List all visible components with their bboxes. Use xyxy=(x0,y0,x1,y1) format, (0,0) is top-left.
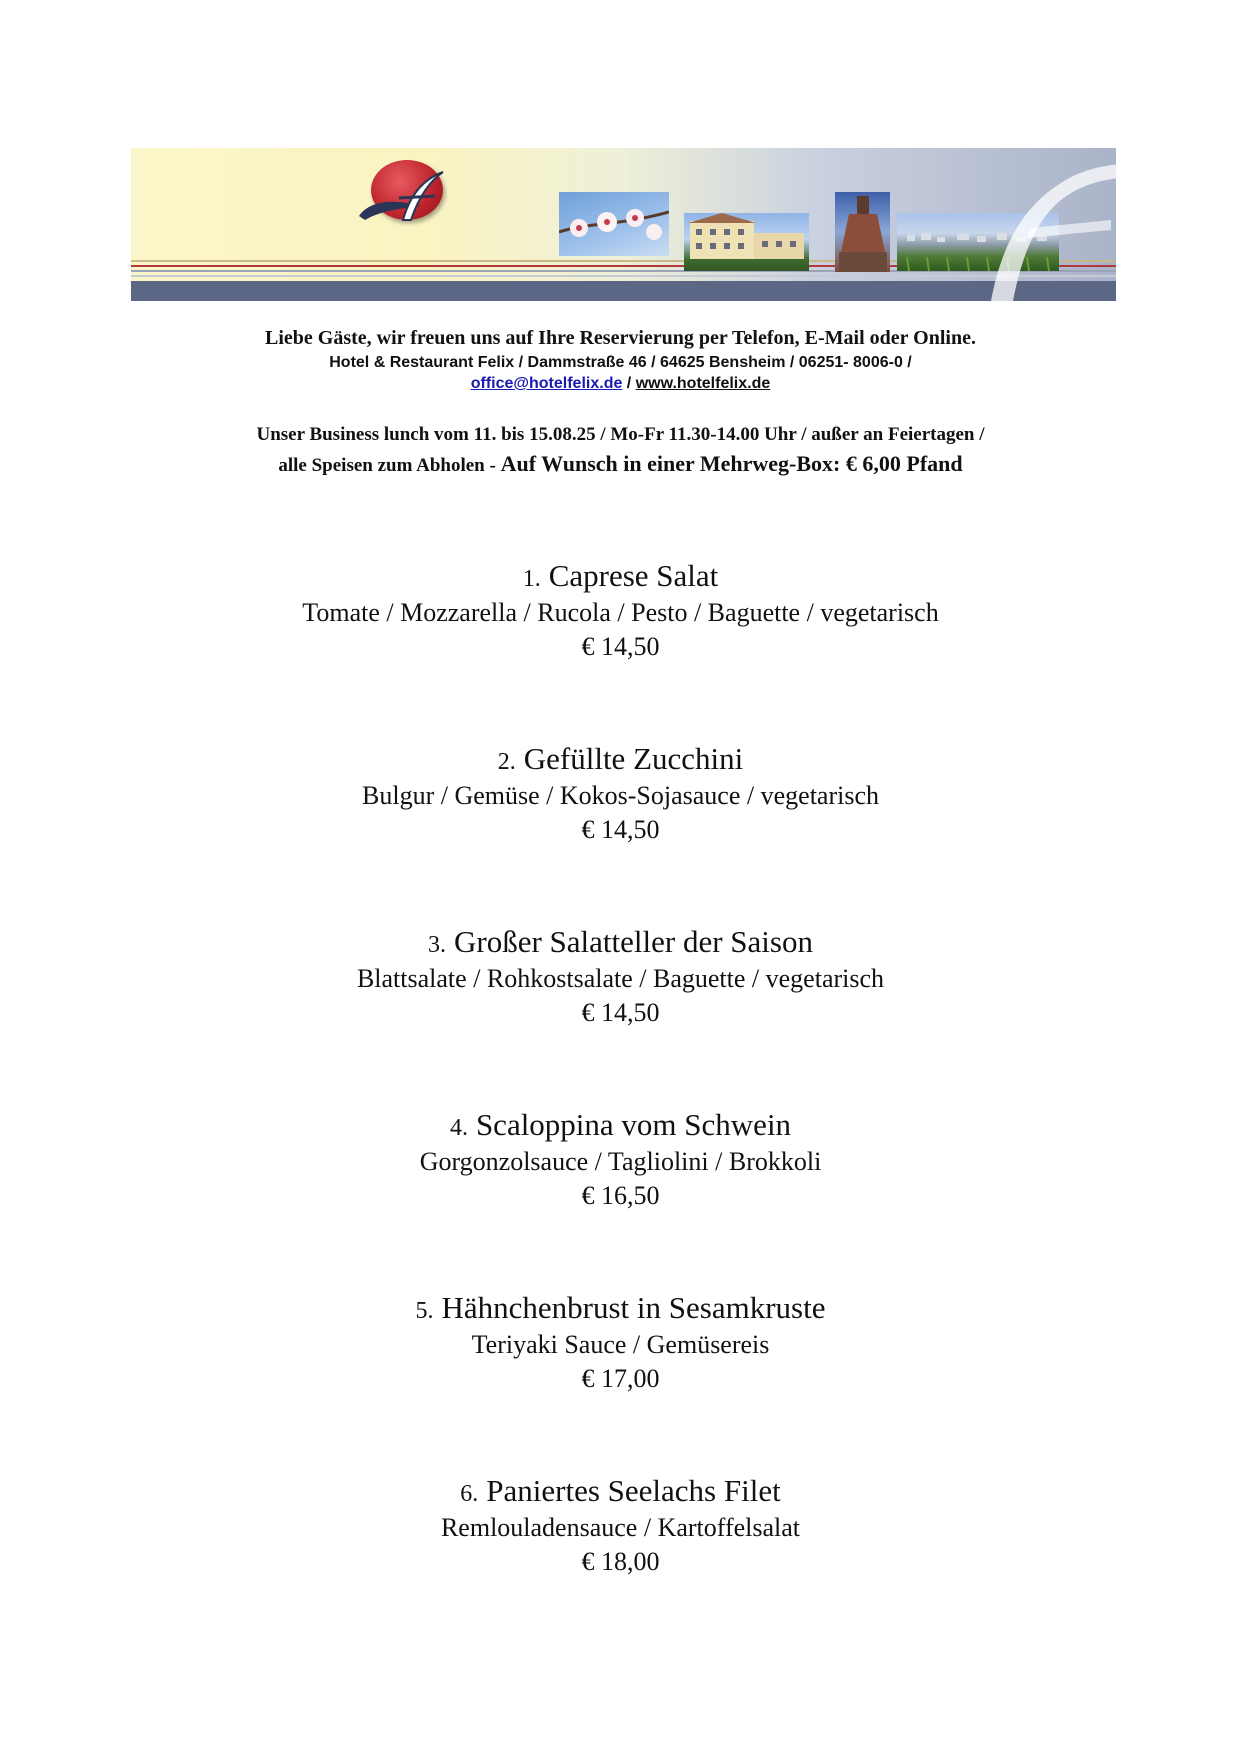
dish-price: € 18,00 xyxy=(581,1547,660,1576)
dish-title xyxy=(0,1290,1241,1329)
dish-name: Großer Salatteller der Saison xyxy=(454,924,813,959)
intro-text: Liebe Gäste, wir freuen uns auf Ihre Reservierung per Telefon, E-Mail oder Online. xyxy=(265,327,976,349)
hotel-photo xyxy=(684,213,809,271)
menu-item xyxy=(0,558,1241,663)
dish-price: € 14,50 xyxy=(581,998,660,1027)
contact-line xyxy=(0,375,1241,393)
website-link[interactable]: www.hotelfelix.de xyxy=(635,375,771,392)
dish-name: Scaloppina vom Schwein xyxy=(475,1107,792,1142)
dish-price: € 14,50 xyxy=(581,632,660,661)
menu-item xyxy=(0,741,1241,846)
reusable-box-text: Auf Wunsch in einer Mehrweg-Box: € 6,00 Pfand xyxy=(500,451,963,476)
contact-separator: / xyxy=(622,375,636,392)
email-link[interactable]: office@hotelfelix.de xyxy=(470,375,623,392)
dish-number: 6. xyxy=(460,1481,479,1507)
dish-title xyxy=(0,924,1241,963)
dish-name: Gefüllte Zucchini xyxy=(523,741,744,776)
blossom-photo xyxy=(559,192,669,256)
dish-number: 3. xyxy=(428,932,447,958)
lunch-info-line-2 xyxy=(0,451,1241,477)
dish-number: 1. xyxy=(522,566,541,592)
menu-item xyxy=(0,1107,1241,1212)
menu-item xyxy=(0,1473,1241,1578)
logo-swoosh-icon xyxy=(351,158,461,238)
dish-description: Gorgonzolsauce / Tagliolini / Brokkoli xyxy=(419,1147,822,1176)
dish-number: 4. xyxy=(449,1115,468,1141)
address-line: Hotel & Restaurant Felix / Dammstraße 46 / 64625 Bensheim / 06251- 8006-0 / xyxy=(329,354,912,371)
dish-description: Bulgur / Gemüse / Kokos-Sojasauce / vegetarisch xyxy=(362,781,879,810)
dish-name: Paniertes Seelachs Filet xyxy=(486,1473,781,1508)
menu-item xyxy=(0,1290,1241,1395)
dish-name: Hähnchenbrust in Sesamkruste xyxy=(441,1290,826,1325)
dish-title xyxy=(0,558,1241,597)
menu-item xyxy=(0,924,1241,1029)
dish-title xyxy=(0,1473,1241,1512)
dish-description: Teriyaki Sauce / Gemüsereis xyxy=(471,1330,770,1359)
statue-photo xyxy=(835,192,890,272)
dish-description: Remlouladensauce / Kartoffelsalat xyxy=(440,1513,801,1542)
dish-price: € 17,00 xyxy=(581,1364,660,1393)
dish-description: Tomate / Mozzarella / Rucola / Pesto / Baguette / vegetarisch xyxy=(302,598,939,627)
dish-title xyxy=(0,741,1241,780)
dish-number: 2. xyxy=(497,749,516,775)
dish-description: Blattsalate / Rohkostsalate / Baguette / vegetarisch xyxy=(356,964,885,993)
lunch-info-line-1: Unser Business lunch vom 11. bis 15.08.25 / Mo-Fr 11.30-14.00 Uhr / außer an Feiertagen / xyxy=(256,424,985,445)
dish-price: € 14,50 xyxy=(581,815,660,844)
dish-number: 5. xyxy=(415,1298,434,1324)
header-banner xyxy=(131,148,1116,301)
dish-price: € 16,50 xyxy=(581,1181,660,1210)
dish-name: Caprese Salat xyxy=(548,558,719,593)
dish-title xyxy=(0,1107,1241,1146)
decorative-f-icon xyxy=(961,148,1116,301)
pickup-text: alle Speisen zum Abholen - xyxy=(278,455,501,476)
